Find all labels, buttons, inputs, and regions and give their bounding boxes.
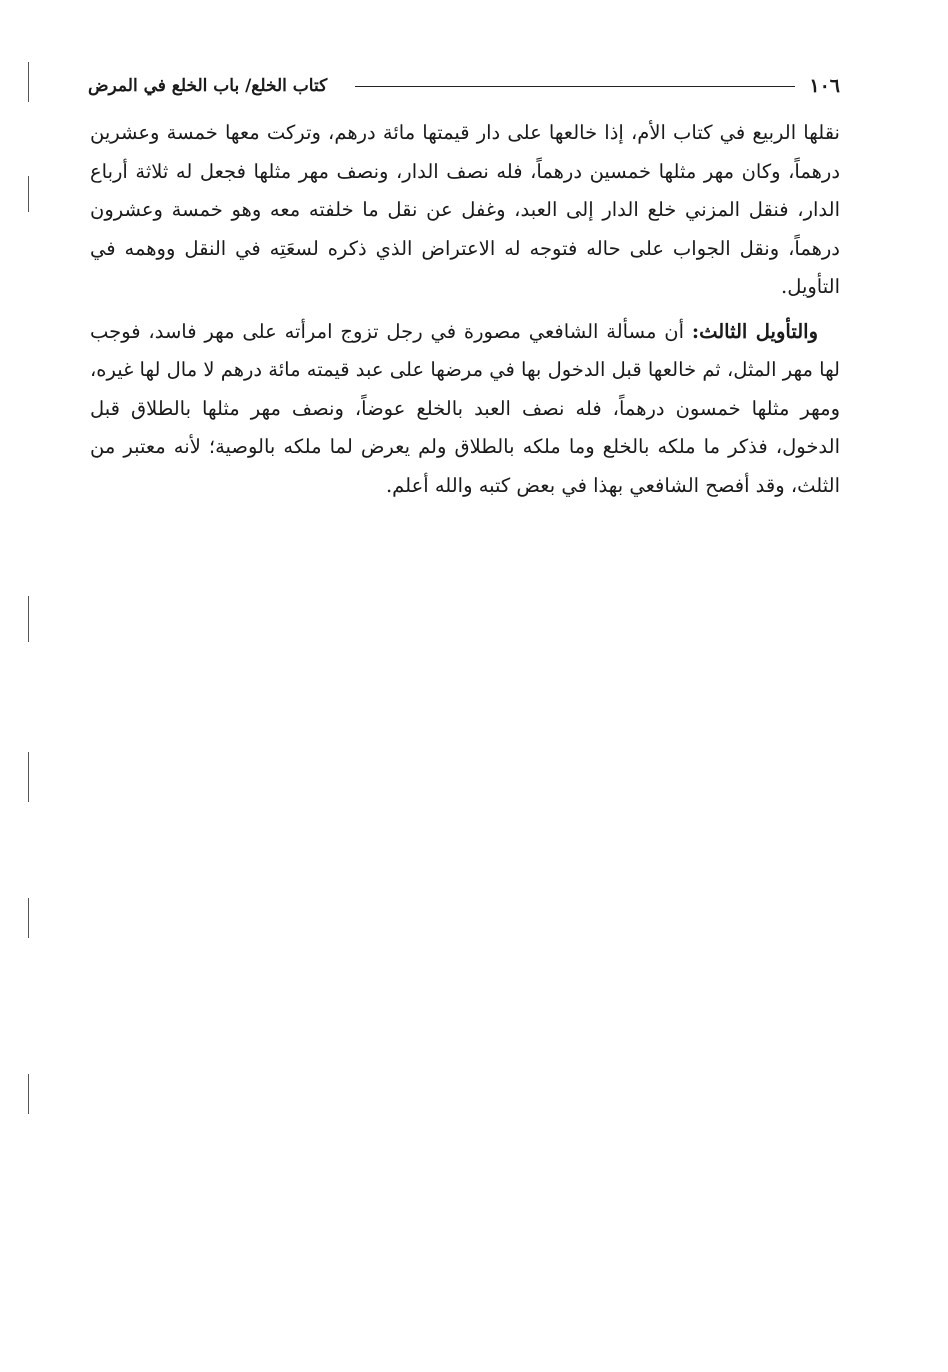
scan-edge-mark bbox=[28, 898, 29, 938]
running-title: كتاب الخلع/ باب الخلع في المرض bbox=[88, 76, 328, 96]
scan-edge-mark bbox=[28, 596, 29, 642]
page-number: ١٠٦ bbox=[809, 75, 840, 97]
scan-edge-mark bbox=[28, 752, 29, 802]
paragraph bbox=[90, 313, 840, 506]
paragraph bbox=[90, 114, 840, 307]
page-body bbox=[90, 114, 840, 505]
scan-edge-mark bbox=[28, 1074, 29, 1114]
paragraph-text: أن مسألة الشافعي مصورة في رجل تزوج امرأته على مهر فاسد، فوجب لها مهر المثل، ثم خالعها قبل الدخول بها في مرضها على عبد قيمته مائة درهم لا مال لها غيره، ومهر مثلها خمسون درهماً، فله نصف العبد بالخلع عوضاً، ونصف مهر مثلها بالطلاق قبل الدخول، فذكر ما ملكه بالخلع وما ملكه بالطلاق ولم يعرض لما ملكه بالوصية؛ لأنه معتبر من الثلث، وقد أفصح الشافعي بهذا في بعض كتبه والله أعلم. bbox=[90, 319, 840, 497]
paragraph-text: نقلها الربيع في كتاب الأم، إذا خالعها على دار قيمتها مائة درهم، وتركت معها خمسة وعشرين درهماً، وكان مهر مثلها خمسين درهماً، فله نصف الدار، ونصف مهر مثلها فجعل له ثلاثة أرباع الدار، فنقل المزني خلع الدار إلى العبد، وغفل عن نقل ما خلفته معه وهو خمسة وعشرون درهماً، ونقل الجواب على حاله فتوجه له الاعتراض الذي ذكره لسعَتِه في النقل ووهمه في التأويل. bbox=[90, 121, 840, 298]
header-rule bbox=[355, 86, 795, 87]
page-header bbox=[88, 70, 840, 102]
scan-edge-mark bbox=[28, 62, 29, 102]
scan-edge-mark bbox=[28, 176, 29, 212]
paragraph-lead: والتأويل الثالث: bbox=[691, 319, 818, 343]
